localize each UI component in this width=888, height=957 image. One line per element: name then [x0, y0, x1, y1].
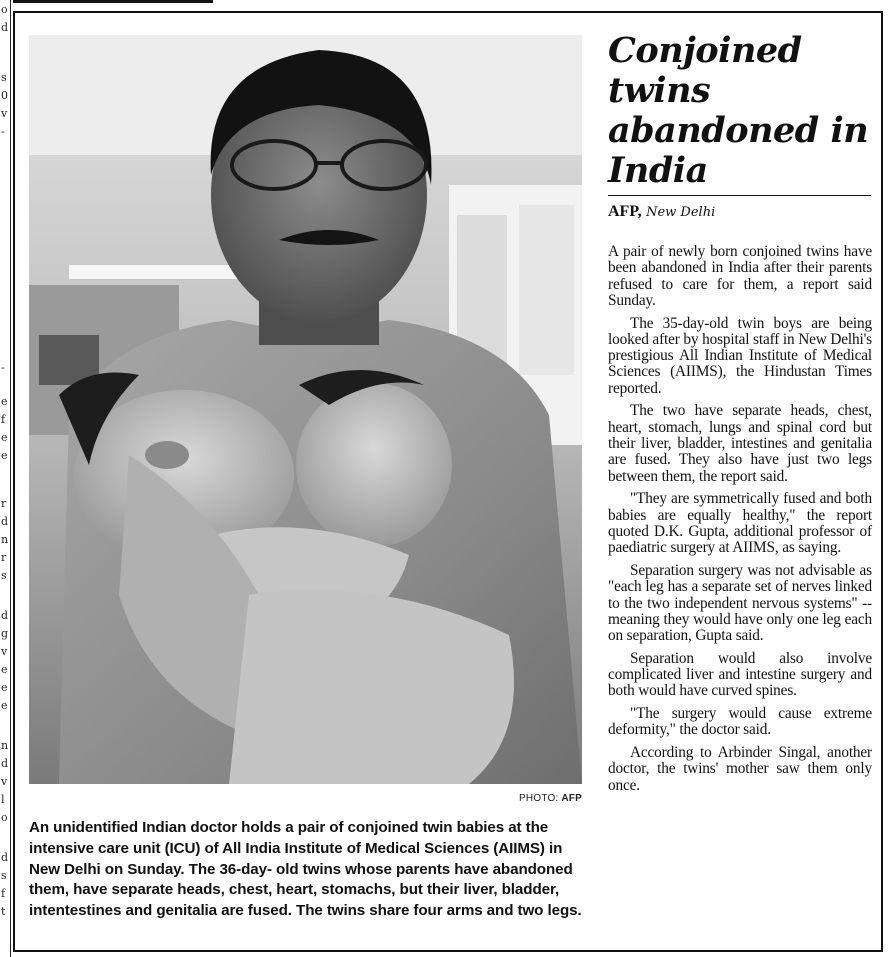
fragment-char: 0	[1, 89, 8, 102]
adjacent-column-fragment	[0, 0, 11, 957]
byline	[608, 203, 715, 221]
fragment-char: f	[1, 887, 6, 900]
photo-credit-agency: AFP	[561, 793, 582, 804]
paragraph: "They are symmetrically fused and both babies are equally healthy," the report quoted D.K. Gupta, additional professor of paediatric surgery at AIIMS, as saying.	[608, 490, 872, 557]
fragment-char: n	[1, 739, 9, 752]
photo-credit	[519, 793, 582, 804]
fragment-char: s	[1, 71, 7, 84]
fragment-char: d	[1, 851, 9, 864]
news-photo	[29, 35, 582, 784]
fragment-char: e	[1, 663, 8, 676]
fragment-char: -	[1, 361, 5, 374]
byline-place: New Delhi	[646, 205, 716, 220]
fragment-char: v	[1, 645, 8, 658]
paragraph: "The surgery would cause extreme deformity," the doctor said.	[608, 705, 872, 739]
fragment-char: o	[1, 3, 8, 16]
fragment-char: s	[1, 569, 7, 582]
headline: Conjoined twins abandoned in India	[608, 30, 869, 191]
fragment-char: t	[1, 905, 6, 918]
photo-credit-prefix: PHOTO:	[519, 793, 559, 804]
fragment-char: o	[1, 811, 8, 824]
fragment-char: r	[1, 551, 7, 564]
fragment-char: g	[1, 627, 9, 640]
byline-agency: AFP,	[608, 203, 642, 220]
fragment-char: r	[1, 497, 7, 510]
fragment-char: e	[1, 431, 8, 444]
headline-rule	[608, 195, 871, 196]
paragraph: The two have separate heads, chest, heart, stomach, lungs and spinal cord but their liver, bladder, intestines and genitalia are fused. They also have just two legs between them, the report said.	[608, 402, 872, 485]
fragment-char: d	[1, 757, 9, 770]
fragment-char: s	[1, 869, 7, 882]
fragment-char: l	[1, 793, 5, 806]
fragment-char: v	[1, 775, 8, 788]
fragment-char: d	[1, 515, 9, 528]
paragraph: Separation would also involve complicated liver and intestine surgery and both would have curved spines.	[608, 649, 872, 700]
paragraph: The 35-day-old twin boys are being looked after by hospital staff in New Delhi's prestigious All Indian Institute of Medical Sciences (AIIMS), the Hindustan Times reported.	[608, 314, 872, 397]
fragment-char: d	[1, 609, 9, 622]
article-body	[608, 244, 872, 800]
paragraph: Separation surgery was not advisable as "each leg has a separate set of nerves linked to the two independent nervous systems" -- meaning they would have only one leg each on separation, Gupta said.	[608, 561, 872, 645]
fragment-char: v	[1, 107, 8, 120]
fragment-char: e	[1, 681, 8, 694]
fragment-char: d	[1, 21, 9, 34]
top-rule	[13, 0, 213, 3]
fragment-char: n	[1, 533, 9, 546]
paragraph: A pair of newly born conjoined twins have been abandoned in India after their parents refused to care for them, a report said Sunday.	[608, 243, 872, 309]
fragment-char: e	[1, 699, 8, 712]
photo-caption: An unidentified Indian doctor holds a pair of conjoined twin babies at the intensive care unit (ICU) of All India Institute of Medical Sciences (AIIMS) in New Delhi on Sunday. The 36-day- old twins whose parents have abandoned them, have separate heads, chest, heart, stomachs, but their liver, bladder, intentestines and genitalia are fused. The twins share four arms and two legs.	[29, 819, 582, 920]
fragment-char: e	[1, 395, 8, 408]
paragraph: According to Arbinder Singal, another doctor, the twins' mother saw them only once.	[608, 744, 872, 794]
photo-illustration	[29, 35, 582, 784]
fragment-char: -	[1, 125, 5, 138]
fragment-char: e	[1, 449, 8, 462]
fragment-char: f	[1, 413, 6, 426]
